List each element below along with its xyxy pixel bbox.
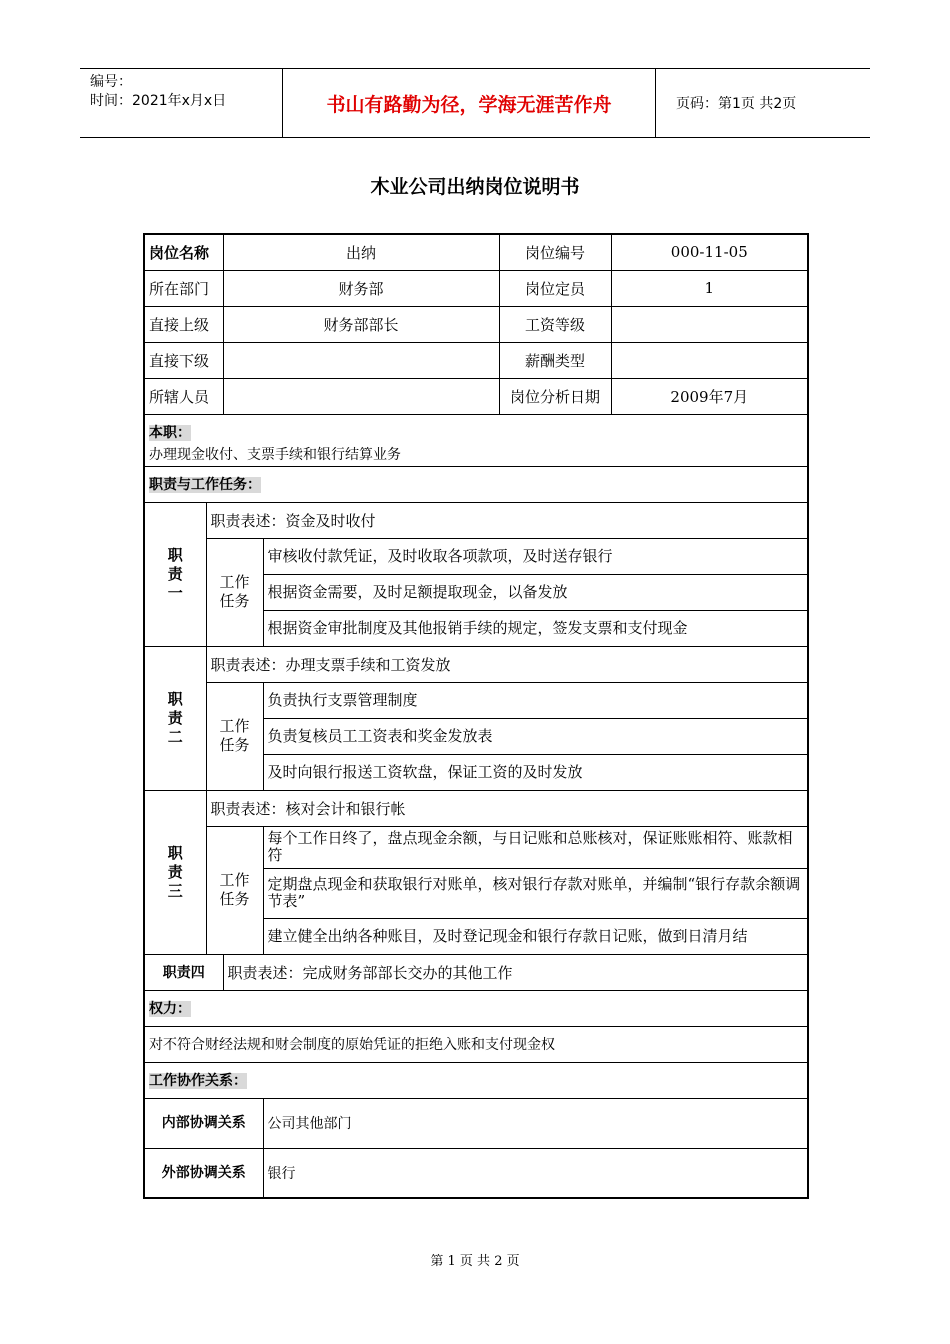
responsibilities-header-row xyxy=(144,466,808,502)
label-subordinate: 直接下级 xyxy=(144,342,223,378)
page-footer: 第 1 页 共 2 页 xyxy=(430,1254,520,1269)
duty-desc: 职责表述：办理支票手续和工资发放 xyxy=(206,646,808,682)
info-row xyxy=(144,234,808,270)
task-row xyxy=(144,826,808,868)
header-page-label: 页码：第1页 共2页 xyxy=(676,96,797,112)
label-staff: 所辖人员 xyxy=(144,378,223,414)
value-position-code: 000-11-05 xyxy=(611,234,808,270)
authority-text: 对不符合财经法规和财会制度的原始凭证的拒绝入账和支付现金权 xyxy=(144,1026,808,1062)
header-motto: 书山有路勤为径，学海无涯苦作舟 xyxy=(282,69,656,137)
duty-desc: 职责表述：核对会计和银行帐 xyxy=(206,790,808,826)
value-analysis-date: 2009年7月 xyxy=(611,378,808,414)
duty-name: 职责四 xyxy=(144,954,223,990)
label-headcount: 岗位定员 xyxy=(499,270,611,306)
internal-row xyxy=(144,1098,808,1148)
duty-desc-row xyxy=(144,790,808,826)
task-text: 审核收付款凭证，及时收取各项款项，及时送存银行 xyxy=(263,538,808,574)
label-superior: 直接上级 xyxy=(144,306,223,342)
authority-row xyxy=(144,1026,808,1062)
duty-label: 本职： xyxy=(149,424,191,441)
task-label: 工作 任务 xyxy=(206,682,263,790)
task-label: 工作 任务 xyxy=(206,826,263,954)
task-text: 负责复核员工工资表和奖金发放表 xyxy=(263,718,808,754)
task-row xyxy=(144,538,808,574)
task-text: 负责执行支票管理制度 xyxy=(263,682,808,718)
cooperation-label: 工作协作关系： xyxy=(149,1073,247,1089)
label-position-name: 岗位名称 xyxy=(144,234,223,270)
time-label: 时间：2021年x月x日 xyxy=(90,93,227,109)
duty-row xyxy=(144,414,808,466)
value-superior: 财务部部长 xyxy=(223,306,499,342)
duty-desc: 职责表述：完成财务部部长交办的其他工作 xyxy=(223,954,808,990)
value-position-name: 出纳 xyxy=(223,234,499,270)
value-department: 财务部 xyxy=(223,270,499,306)
task-row xyxy=(144,682,808,718)
value-headcount: 1 xyxy=(611,270,808,306)
duty-desc-row xyxy=(144,954,808,990)
duty-name: 职 责 三 xyxy=(144,790,206,954)
info-row xyxy=(144,342,808,378)
label-analysis-date: 岗位分析日期 xyxy=(499,378,611,414)
label-position-code: 岗位编号 xyxy=(499,234,611,270)
task-text: 定期盘点现金和获取银行对账单，核对银行存款对账单，并编制“银行存款余额调节表” xyxy=(263,868,808,918)
authority-label: 权力： xyxy=(149,1001,191,1017)
task-text: 建立健全出纳各种账目，及时登记现金和银行存款日记账，做到日清月结 xyxy=(263,918,808,954)
duty-desc-row xyxy=(144,646,808,682)
task-text: 每个工作日终了，盘点现金余额，与日记账和总账核对，保证账账相符、账款相符 xyxy=(263,826,808,868)
responsibilities-label: 职责与工作任务： xyxy=(149,477,261,493)
task-text: 及时向银行报送工资软盘，保证工资的及时发放 xyxy=(263,754,808,790)
label-salary-grade: 工资等级 xyxy=(499,306,611,342)
external-row xyxy=(144,1148,808,1198)
duty-name: 职 责 二 xyxy=(144,646,206,790)
cooperation-header-row xyxy=(144,1062,808,1098)
external-value: 银行 xyxy=(263,1148,808,1198)
value-pay-type xyxy=(611,342,808,378)
document-title: 木业公司出纳岗位说明书 xyxy=(370,176,580,198)
task-text: 根据资金审批制度及其他报销手续的规定，签发支票和支付现金 xyxy=(263,610,808,646)
value-subordinate xyxy=(223,342,499,378)
info-row xyxy=(144,378,808,414)
duty-desc: 职责表述：资金及时收付 xyxy=(206,502,808,538)
job-description-table xyxy=(143,233,809,1199)
task-text: 根据资金需要，及时足额提取现金，以备发放 xyxy=(263,574,808,610)
page-header xyxy=(80,68,870,138)
task-label: 工作 任务 xyxy=(206,538,263,646)
value-salary-grade xyxy=(611,306,808,342)
label-department: 所在部门 xyxy=(144,270,223,306)
number-label: 编号： xyxy=(90,74,132,90)
header-meta xyxy=(80,69,282,137)
value-staff xyxy=(223,378,499,414)
info-row xyxy=(144,270,808,306)
internal-label: 内部协调关系 xyxy=(144,1098,263,1148)
internal-value: 公司其他部门 xyxy=(263,1098,808,1148)
authority-header-row xyxy=(144,990,808,1026)
duty-text: 办理现金收付、支票手续和银行结算业务 xyxy=(149,446,401,463)
external-label: 外部协调关系 xyxy=(144,1148,263,1198)
duty-name: 职 责 一 xyxy=(144,502,206,646)
duty-desc-row xyxy=(144,502,808,538)
info-row xyxy=(144,306,808,342)
label-pay-type: 薪酬类型 xyxy=(499,342,611,378)
